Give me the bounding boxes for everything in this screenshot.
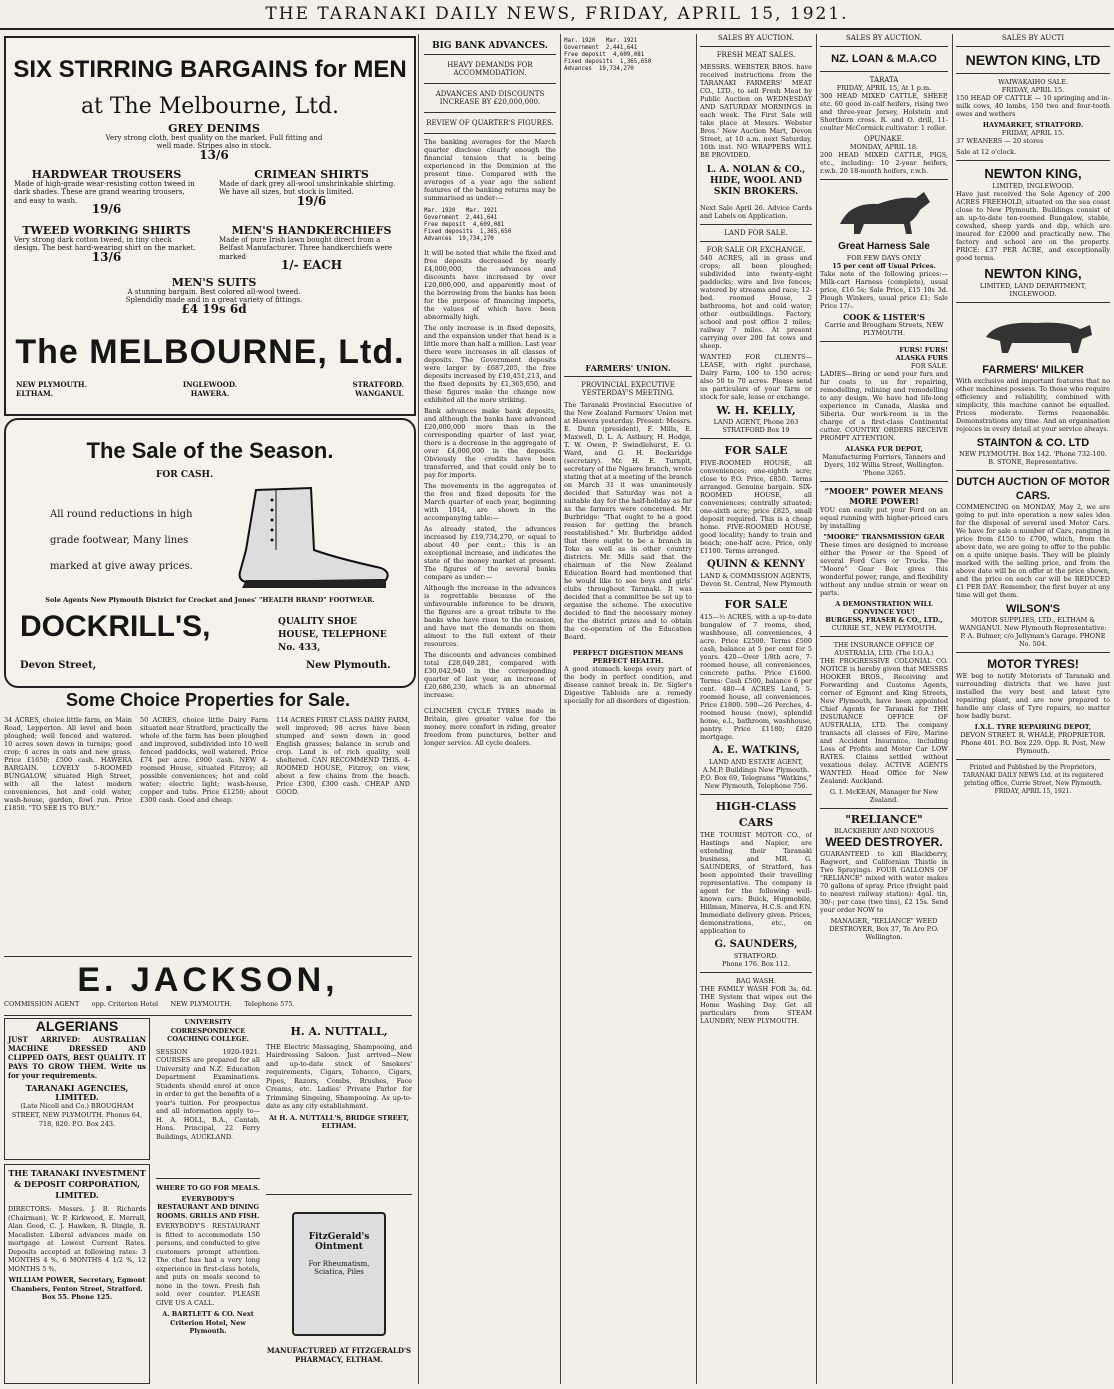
kelly-addr: LAND AGENT, Phone 263 STRATFORD Box 19 — [713, 418, 799, 434]
bank-sub: HEAVY DEMANDS FOR ACCOMMODATION. — [447, 61, 533, 77]
land-wanted: WANTED FOR CLIENTS— LEASE, with right purchase, Dairy Farm, 100 to 150 acres; also 50 to 70 acres. Please send us particulars of your farm or stock for sale, lease or exchange. — [700, 353, 812, 401]
newton-date: FRIDAY, APRIL 15. — [1001, 129, 1065, 137]
mooer-title: "MOOER" POWER MEANS MORE POWER! — [824, 486, 944, 506]
property-col — [4, 716, 132, 954]
newton-date: FRIDAY, APRIL 15. — [1001, 86, 1065, 94]
tyres-title: MOTOR TYRES! — [987, 657, 1079, 671]
ointment-mfr: MANUFACTURED AT FITZGERALD'S PHARMACY, ELTHAM. — [266, 1346, 412, 1364]
univ-title: UNIVERSITY CORRESPONDENCE COACHING COLLEGE. — [167, 1018, 249, 1043]
kelly-name: W. H. KELLY, — [716, 404, 796, 417]
ointment-name: FitzGerald's Ointment — [308, 1232, 370, 1252]
hcc-name: G. SAUNDERS, — [714, 939, 798, 950]
item-text: Made of dark grey all-wool unshrinkable shirting. We have all sizes, but stock is limited. — [219, 179, 396, 196]
loan-lot: 200 HEAD MIXED CATTLE, PIGS, etc., including: 10 2-year heifers, r.w.b. 20 18-month heifers, r.w.b. — [820, 151, 948, 175]
newton-name: NEWTON KING, — [984, 166, 1082, 181]
furs-heading — [820, 346, 948, 370]
loan-column — [820, 34, 948, 1384]
branch: STRATFORD. WANGANUI. — [352, 380, 404, 398]
dutch-addr: MOTOR SUPPLIES, LTD., ELTHAM & WANGANUI. New Plymouth Representative: P. A. Bulmer, c/o Jellyman's Garage. PHONE No. 504. — [959, 616, 1107, 648]
milker-name: STAINTON & CO. LTD — [976, 437, 1090, 449]
nuttall-title: H. A. NUTTALL, — [290, 1025, 388, 1038]
quinn-line: LAND & COMMISSION AGENTS, Devon St. Central, New Plymouth — [700, 572, 812, 588]
hcc-title: HIGH-CLASS CARS — [715, 800, 797, 829]
reliance-sub: BLACKBERRY AND NOXIOUS — [833, 827, 935, 835]
dutch-title: DUTCH AUCTION OF MOTOR CARS. — [956, 476, 1110, 502]
bank-para: As already stated, the advances increased by £19,734,270, or equal to about 40 per cent.; this is an exceptional increase, and indicates the state of the money market at present. The figures of the several banks compare as under:— — [424, 525, 556, 581]
bank-para: Bank advances make bank deposits, and although the banks have advanced £20,000,000 more than in the corresponding quarter of last year, there is a decrease in the aggregate of over £4,000,000 in the deposits. Obviously the credits have been transferred, and that could only be to pay for imports. — [424, 407, 556, 479]
property-text: 50 ACRES, choice little Dairy Farm situated near Stratford, practically the whole of the farm has been ploughed and improved, subdivided into 10 well fenced paddocks, well watered. Price £74 per acre. £900 cash. NEW 4-roomed House, situated Fitzroy; all possible conveniences; hot and cold water; electric light; wash-house, copper and tubs. Price £1250; about £300 cash. Good and cheap. — [140, 716, 268, 804]
item-text: Very strong cloth, best quality on the market. Full fitting and well made. Stripes also in stock. — [105, 133, 323, 150]
algerians-text: JUST ARRIVED: AUSTRALIAN MACHINE DRESSED AND CLIPPED OATS, BEST QUALITY. IT PAYS TO GROW THEM. Write us for your requirements. — [8, 1035, 146, 1080]
masthead: THE TARANAKI DAILY NEWS, FRIDAY, APRIL 15, 1921. — [0, 0, 1114, 30]
bank-table: Mar. 1920 Mar. 1921 Government 2,441,641 Free deposit 4,609,081 Fixed deposits 1,365,650 Advances 19,734,270 — [564, 38, 652, 72]
newton-text: Have just received the Sole Agency of 200 ACRES FREEHOLD, situated on the sea coast close to New Plymouth. Buildings consist of an up-to-date ten-roomed Bungalow, stable, cowshed, sheep yards and dip, which are insured for £2000 and practically new. The factory and school are on the property. PRICE: £37 PER ACRE, and exceptionally good terms. — [956, 190, 1110, 262]
nolan-text: Next Sale April 26. Advice Cards and Labels on Application. — [700, 204, 812, 220]
item-text: Very strong dark cotton tweed, in tiny check design. The best hard-wearing shirt on the market. — [14, 235, 196, 252]
dockrill-name: DOCKRILL'S, — [20, 610, 211, 643]
melbourne-sub: at The Melbourne, Ltd. — [80, 94, 340, 119]
column-rule — [952, 34, 953, 1384]
reliance-name: WEED DESTROYER. — [825, 835, 943, 849]
dockrill-text: All round reductions in high grade footwear, Many lines marked at give away prices. — [50, 509, 193, 572]
hcc-phone: Phone 176. Box 112. — [721, 960, 790, 968]
property-col — [276, 716, 410, 954]
item-text: A stunning bargain. Best colored all-wool tweed. Splendidly made and in a great variety of fittings. — [125, 287, 303, 304]
dockrill-cash: FOR CASH. — [156, 470, 214, 480]
dockrill-town: New Plymouth. — [306, 660, 391, 671]
ointment-for: For Rheumatism, Sciatica, Piles — [308, 1260, 370, 1276]
newton-lot: 37 WEANERS — 20 stores — [956, 137, 1044, 145]
forsale-text: FIVE-ROOMED HOUSE, all conveniences; one-eighth acre; close to P.O. Price, £850. Terms arranged. Genuine bargain. SIX-ROOMED HOUSE, all conveniences; centrally situated; one-sixth acre; price £825, small deposit required. This is a cheap home. FIVE-ROOMED HOUSE, good locality; handy to train and beach; one-half acre. Price, only £1100. Terms arranged. — [700, 459, 812, 555]
bank-para: The banking averages for the March quarter disclose clearly enough the financial tension that is being experienced in the Dominion at the present time. Compared with the averages of a year ago the salient features of the banking returns may be summarised as under:— — [424, 138, 556, 202]
algerians-ad — [4, 1018, 150, 1160]
properties-title: Some Choice Properties for Sale. — [65, 690, 351, 710]
furs-addr: Manufacturing Furriers, Tanners and Dyers, 102 Willis Street, Wellington. 'Phone 3265. — [822, 453, 946, 477]
furs-a: FURS! FURS! — [899, 346, 948, 354]
bank-sub: ADVANCES AND DISCOUNTS INCREASE BY £20,000,000. — [435, 90, 545, 106]
univ-ad — [156, 1018, 260, 1179]
property-col — [140, 716, 268, 954]
nuttall-text: THE Electric Massaging, Shampooing, and Hairdressing Saloon. Just arrived—New and up-to-date stock of Smokers' requirements, Cigars, Tobacco, Cigars, Pipes, Razors, Combs, Brushes, Face Creams, etc. Ladies' Private Parlor for Trimming Singeing, Shampooing. As up-to-date as any city establishment. — [266, 1042, 412, 1110]
imprint: Printed and Published by the Proprietors, TARANAKI DAILY NEWS Ltd. at its registered printing office, Currie Street, New Plymouth. FRIDAY, APRIL 15, 1921. — [962, 764, 1104, 795]
item-price: £4 19s 6d — [181, 301, 247, 316]
bank-para: It will be noted that while the fixed and free deposits decreased by nearly £4,000,000, the advances and discounts have increased by over £20,000,000, and apparently most of the borrowing from the banks has been for the purpose of financing imports, the values of which have been abnormally high. — [424, 249, 556, 321]
investment-title: THE TARANAKI INVESTMENT & DEPOSIT CORPORATION, LIMITED. — [8, 1168, 146, 1200]
bagwash-title: BAG WASH. — [736, 977, 776, 985]
restaurant-sign: A. BARTLETT & CO. Next Criterion Hotel, New Plymouth. — [162, 1310, 254, 1335]
milker-addr: NEW PLYMOUTH. Box 142. 'Phone 732-100. — [959, 450, 1107, 458]
clincher-ad: CLINCHER CYCLE TYRES made in Britain, give greater value for the money, more comfort in riding, greater freedom from punctures, better and longer service. All cycle dealers. — [424, 707, 556, 747]
bank-para: The movements in the aggregates of the free and fixed deposits for the March quarter of each year, beginning with 1914, are shown in the accompanying table:— — [424, 482, 556, 522]
loan-date: MONDAY, APRIL 18. — [849, 143, 919, 151]
sales-title: SALES BY AUCTION. — [718, 34, 794, 42]
auction-column — [700, 34, 812, 1384]
investment-text: DIRECTORS: Messrs. J. B. Richards (Chairman), W. P. Kirkwood, E. Merrall, Alan Good, C. J. Hawken, R. Dingle, R. Macalister. Liberal advances made on mortgage at Lowest Current Rates. Deposits accepted at following rates: 3 MONTHS 4 %, 6 MONTHS 4 1/2 %, 12 MONTHS 5 %. — [8, 1205, 146, 1273]
nuttall-ad — [266, 1018, 412, 1195]
bank-figures — [564, 34, 692, 334]
item-title: GREY DENIMS — [168, 122, 260, 135]
bank-para: The only increase is in fixed deposits, and the expansion under that head is a little more than half a million. Last year there were increases in all classes of deposits. The Government deposits were larger by £687,205, the free deposits increased by £10,451,213, and the fixed deposits by £1,365,650, and these figures make the change now exhibited all the more striking. — [424, 324, 556, 404]
loan-date: FRIDAY, APRIL 15, At 1 p.m. — [836, 84, 932, 92]
farmers-text: The Taranaki Provincial Executive of the New Zealand Farmers' Union met at Hawera yesterday. Present: Messrs. E. Dunn (president), F. Mills, E. Maxwell, D. L. A. Astbury, H. Hodge, T. W. Owen, P. Swindlehurst, E. O. Ward, and G. H. Bocksridge (secretary). Mr. H. E. Turnpit, secretary of the Ngaere branch, wrote stating that at a meeting of the branch on March 31 it was unanimously decided that Saturday was not a suitable day for the half-holiday as far as the farmers were concerned. Mr. Burbridge: "That ought to be a good reason for getting the branch reestablished." Mr. Burbridge added that there ought to be a branch in Toko as well as in other country districts. Mr. Mills said that the chairman of the New Zealand Education Board had mentioned that he would like to see boys and girls' clubs throughout Taranaki. It was decided that a committee be set up to organise the scheme. The executive decided to find the necessary money for the district prizes and to obtain the co-operation of the Education Board. — [564, 401, 692, 641]
digestion-text: A good stomach keeps every part of the body in perfect condition, and disease cannot break in. Dr. Sigler's Digestive Tabloids are a remedy specially for all disorders of digestion. — [564, 665, 692, 705]
newton-name: NEWTON KING, LTD — [965, 52, 1101, 68]
item-title: TWEED WORKING SHIRTS — [22, 224, 191, 237]
harness-name: COOK & LISTER'S — [842, 312, 926, 322]
hcc-text: THE TOURIST MOTOR CO., of Hastings and Napier, are extending their Taranaki business, and MR. G. SAUNDERS, of Stratford, has been appointed their travelling representative. The company is agent for the following well-known cars: Buick, Hupmobile, Hillman, Minerva, H.C.S. and F.N. Immediate delivery given. Prices, demonstrations, etc., on application to — [700, 831, 812, 935]
insurance-text: THE PROGRESSIVE COLONIAL CO. NOTICE is hereby given that MESSRS HOOKER BROS., Receiving and Forwarding and Customs Agents, corner of Egmont and King Streets, New Plymouth, have been appointed Chief Agents for Taranaki for THE INSURANCE OFFICE OF AUSTRALIA, LTD. The company transacts all classes of Fire, Marine and Accident Insurance, including Loss of Profits and Motor Car LOW RATES. Claims settled without vexatious delay. ACTIVE AGENTS WANTED. Head Office for New Zealand: Auckland. — [820, 657, 948, 785]
harness-sub: FOR FEW DAYS ONLY — [846, 254, 922, 262]
dockrill-agents: Sole Agents New Plymouth District for Crocket and Jones' "HEALTH BRAND" FOOTWEAR. — [45, 596, 375, 604]
column-rule — [816, 34, 817, 1384]
newton-lot: 150 HEAD OF CATTLE — 10 springing and in-milk cows, 40 lambs, 150 two and four-tooth ewes and wethers — [956, 94, 1110, 118]
land-title: LAND FOR SALE. — [724, 229, 788, 237]
bagwash-text: THE FAMILY WASH FOR 3s. 6d. THE System that wipes out the Home Washing Day. Get all particulars from STEAM LAUNDRY, NEW PLYMOUTH. — [700, 985, 812, 1025]
land-text: 540 ACRES, all in grass and crops; all been ploughed; subdivided into twenty-eight paddocks; wire and live fences; watered by streams and race; 12-bed. roomed House, 2 bathrooms, hot and cold water; other outbuildings. Factory, school and post office 2 miles; railway 7 miles. At present carrying over 200 fat cows and sheep. — [700, 254, 812, 350]
loan-place: TARATA — [869, 76, 899, 84]
item-price: 13/6 — [199, 147, 229, 162]
newton-lot: Sale at 12 o'clock. — [956, 148, 1017, 156]
newton-name: NEWTON KING, — [984, 266, 1082, 281]
melbourne-headline: SIX STIRRING BARGAINS for MEN — [13, 56, 407, 83]
mooer-addr: CURRIE ST., NEW PLYMOUTH. — [831, 624, 937, 632]
newton-place: WAIWAKAIHO SALE. — [998, 78, 1068, 86]
digestion-title: PERFECT DIGESTION MEANS PERFECT HEALTH. — [572, 649, 684, 665]
restaurant-sub: EVERYBODY'S RESTAURANT AND DINING ROOMS. GRILLS AND FISH. — [156, 1194, 260, 1220]
milker-title: FARMERS' MILKER — [982, 364, 1084, 376]
property-text: 114 ACRES FIRST CLASS DAIRY FARM, well improved; 98 acres have been stumped and sown down in good English grasses; balance in scrub and crop. Land is of rich quality, well sheltered. CAN RECOMMEND THIS. 4-ROOMED HOUSE, Fitzroy, on view, about a few chains from the beach. Price £300, £300 cash. CHEAP AND GOOD. — [276, 716, 410, 796]
item-price: 13/6 — [91, 249, 122, 264]
mooer-text2: These times are designed to increase either the Power or the Speed of several Ford Cars or Trucks. The "Moore" Gear Box gives this wonderful power, range, and flexibility without any undue strain or wear on parts. — [820, 541, 948, 597]
dockrill-ad — [4, 418, 416, 688]
bank-table: Mar. 1920 Mar. 1921 Government 2,441,641 Free deposit 4,609,081 Fixed deposits 1,365,650 Advances 19,734,270 — [424, 208, 512, 242]
insurance-sign: G. I. McKEAN, Manager for New Zealand. — [829, 788, 939, 804]
melbourne-logo: The MELBOURNE, Ltd. — [15, 333, 405, 371]
harness-addr: Carrie and Brougham Streets, NEW PLYMOUTH. — [824, 321, 944, 337]
jackson-name: E. JACKSON, — [77, 961, 339, 999]
furs-text: LADIES—Bring or send your furs and fur coats to us for repairing, remodelling, relining and remodelling to any design. We have had life-long experience in Canada, Alaska and Siberia. Our work-room is in the charge of a first-class Continental cutter. COUNTRY ORDERS RECEIVE PROMPT ATTENTION. — [820, 370, 948, 442]
column-rule — [696, 34, 697, 1384]
watkins-name: A. E. WATKINS, — [712, 745, 800, 756]
column-rule — [418, 34, 419, 1384]
investment-ad — [4, 1164, 150, 1384]
farmers-sub: PROVINCIAL EXECUTIVE — [581, 381, 675, 389]
property-text: 34 ACRES, choice little farm, on Main Road, Lepperton. All level and been ploughed; well fenced and watered. 10 acres sown down in turnips; good crop; 6 acres in oats and new grass. Price £1650; £500 cash. HAWERA BARGAIN. LOVELY 5-ROOMED BUNGALOW, situated High Street, with all the latest modern conveniences, hot and cold water, wash-house, garden, fowl run. Price £1850. "TO SEE IS TO BUY." — [4, 716, 132, 812]
mooer-demo: A DEMONSTRATION WILL CONVINCE YOU! — [835, 600, 933, 616]
watkins-line: LAND AND ESTATE AGENT, A.M.P. Buildings New Plymouth. P.O. Box 69, Telegrams "Watkins," New Plymouth, Telephone 756. — [700, 758, 812, 790]
item-title: MEN'S SUITS — [171, 276, 257, 289]
nolan-name: L. A. NOLAN & CO., HIDE, WOOL AND SKIN BROKERS. — [706, 165, 806, 197]
sales-title: SALES BY AUCTI — [1001, 34, 1065, 42]
loan-place: OPUNAKE. — [864, 135, 904, 143]
newton-ltd: LIMITED, LAND DEPARTMENT, INGLEWOOD. — [979, 282, 1087, 298]
bank-title: BIG BANK ADVANCES. — [432, 41, 548, 51]
item-text: Made of pure Irish lawn bought direct from a Belfast Manufacturer. Three handkerchiefs were marked — [219, 235, 393, 261]
ointment-tin — [292, 1212, 386, 1336]
item-title: HARDWEAR TROUSERS — [31, 168, 182, 181]
harness-disc: 15 per cent off Usual Prices. — [832, 262, 936, 270]
farmers-sub: YESTERDAY'S MEETING. — [581, 389, 675, 397]
forsale-text: 415—½ ACRES, with a up-to-date bungalow of 7 rooms, shed, washhouse, all conveniences, 4 acre. Price £2500. Terms £500 cash, balance at 5 per cent for 5 years. 420—Over 1/8th acre, 7-roomed house, all conveniences, concrete paths. Price £1600. Terms: Cash £500, balance 6 per cent. 480—4 ACRES Land, 5-roomed house, all conveniences. Price £1800. 590—26 Perches, 4-roomed house (new), splendid home, e.l., bathroom, washhouse, pantry. Price £1180; £820 mortgage. — [700, 613, 812, 741]
quinn-name: QUINN & KENNY — [706, 559, 806, 570]
reliance-mgr: MANAGER, "RELIANCE" WEED DESTROYER, Box 37, Te Aro P.O. Wellington. — [829, 917, 939, 941]
jackson-line: COMMISSION AGENT opp. Criterion Hotel NEW PLYMOUTH. Telephone 575. — [4, 1000, 295, 1008]
restaurant-text: EVERYBODY'S RESTAURANT is fitted to accommodate 150 persons, and conducted to give customers prompt attention. The chef has had a very long experience in first-class hotels, and puts on meals second to none in the town. Fresh fish sold over counter. PLEASE GIVE US A CALL. — [156, 1222, 260, 1307]
jackson-ad — [4, 956, 412, 1016]
agency-name: TARANAKI AGENCIES, LIMITED. — [25, 1083, 129, 1102]
land-sub: FOR SALE OR EXCHANGE. — [706, 246, 806, 254]
agency-addr: (Late Nicoll and Co.) BROUGHAM STREET, NEW PLYMOUTH. Phones 64, 718, 820. P.O. Box 243. — [11, 1102, 143, 1128]
melbourne-items — [14, 122, 406, 325]
dockrill-street: Devon Street, — [20, 660, 97, 671]
algerians-title: ALGERIANS — [35, 1018, 119, 1034]
item-title: CRIMEAN SHIRTS — [254, 168, 369, 181]
item-price: 19/6 — [296, 193, 327, 208]
forsale-title: FOR SALE — [724, 598, 788, 611]
dockrill-shop: QUALITY SHOE HOUSE, TELEPHONE No. 433, — [278, 617, 387, 653]
wade-text: MESSRS. WEBSTER BROS. have received instructions from the TARANAKI FARMERS' MEAT CO., LTD., to sell Fresh Meat by Public Auction on WEDNESDAY AND SATURDAY MORNINGS in each week. The First Sale will take place at Messrs. Webster Bros.' New Auction Mart, Devon Street, at 10 a.m. next Saturday, 16th inst. NO WRAPPERS WILL BE PROVIDED. — [700, 63, 812, 159]
furs-name: ALASKA FUR DEPOT, — [845, 445, 923, 453]
dutch-name: WILSON'S — [1006, 603, 1060, 615]
milker-rep: B. STONE, Representative. — [988, 458, 1078, 466]
univ-text: SESSION 1920-1921. COURSES are prepared for all University and N.Z. Education Department Examinations. Students should enrol at once in order to get the benefits of a year's tuition. For prospectus and all information apply to— H. A. HOLL, B.A., Cantab, Hons. Principal, 22 Ferry Buildings, AUCKLAND. — [156, 1047, 260, 1141]
item-text: Made of high-grade wear-resisting cotton tweed in dark shades. These are grand wearing trousers, and easy to wash. — [14, 179, 195, 205]
mooer-sub: "MOORE" TRANSMISSION GEAR — [823, 533, 945, 541]
sales-title: SALES BY AUCTION. — [846, 34, 922, 42]
restaurant-title: WHERE TO GO FOR MEALS. — [156, 1184, 260, 1192]
newton-ltd: LIMITED, INGLEWOOD. — [992, 182, 1074, 190]
tyres-addr: DEVON STREET. R. WHALE, PROPRIETOR. Phone 401. P.O. Box 229. Opp. R. Post, New Plymouth. — [960, 731, 1106, 755]
harness-title: Great Harness Sale — [838, 241, 930, 252]
boot-illustration — [216, 480, 396, 600]
dockrill-title: The Sale of the Season. — [86, 438, 334, 463]
cow-illustration — [956, 307, 1110, 361]
dutch-text: COMMENCING on MONDAY, May 2, we are going to put into operation a new sales idea for the disposal of several used Motor Cars. We have for sale a number of Cars, ranging in price from £150 to £700, which, from the above date, we are going to offer to the public on a quite unique basis. They will be plainly marked with the selling price, and from the above date will be on offer at the price shown, and the price on each car will be REDUCED £1 PER DAY. Remember, the first buyer at any time will get them. — [956, 503, 1110, 599]
insurance-title: THE INSURANCE OFFICE OF AUSTRALIA, LTD. (The I.O.A.) — [833, 641, 935, 657]
branch: INGLEWOOD. HAWERA. — [182, 380, 238, 398]
harness-text: Take note of the following prices:— Milk-cart Harness (complete), usual price, £16 5s; Sale Price, £15 10s 3d. Plough Winkers, usual price £1; Sale Price 17/-. — [820, 270, 948, 310]
newton-place: HAYMARKET, STRATFORD. — [982, 121, 1084, 129]
tyres-text: WE beg to notify Motorists of Taranaki and surrounding districts that we have just installed the very best and latest tyre repairing plant, and are now prepared to handle any class of Tyre repairs, no matter how badly burst. — [956, 672, 1110, 720]
item-price: 1/- EACH — [280, 258, 343, 272]
nuttall-addr: At H. A. NUTTALL'S, BRIDGE STREET, ELTHAM. — [269, 1113, 409, 1130]
melbourne-ad — [4, 36, 416, 416]
furs-b: ALASKA FURS — [895, 354, 948, 362]
mooer-text: YOU can easily put your Ford on an equal running with higher-priced cars by installing — [820, 506, 948, 530]
bank-para: The discounts and advances combined total £28,049,281, compared with £30,042,940 in the corresponding quarter of last year, an increase of £20,686,230, which is an abnormal increase. — [424, 651, 556, 699]
furs-c: FOR SALE. — [910, 362, 948, 370]
bank-column — [424, 34, 556, 1384]
item-price: 19/6 — [91, 202, 122, 216]
reliance-title: "RELIANCE" — [845, 813, 923, 826]
fresh-title: FRESH MEAT SALES. — [716, 51, 796, 59]
investment-sec: WILLIAM POWER, Secretary, Egmont Chambers, Fenton Street, Stratford. Box 55. Phone 125. — [8, 1276, 146, 1301]
item-title: MEN'S HANDKERCHIEFS — [231, 224, 392, 237]
newton-column — [956, 34, 1110, 1384]
bank-sub: REVIEW OF QUARTER'S FIGURES. — [426, 119, 554, 127]
forsale-title: FOR SALE — [724, 444, 788, 457]
branch: NEW PLYMOUTH. ELTHAM. — [16, 380, 87, 398]
loan-lot: 300 HEAD MIXED CATTLE, SHEEP, etc. 60 good in-calf heifers, rising two and three-year Jersey, Holstein and Shorthorn cross. R. and O. drill, 11-coulter McCormick cultivator. 1 roller. — [820, 92, 948, 132]
tyres-name: I.X.L. TYRE REPAIRING DEPOT, — [974, 723, 1092, 731]
restaurant-ad — [156, 1184, 260, 1384]
reliance-text: GUARANTEED to kill Blackberry, Ragwort, and Californian Thistle in Two Sprayings. FOUR GALLONS OF "RELIANCE" mixed with water makes 70 gallons of spray. Price (freight paid to nearest railway station): 4gal. tin, 30/-; per case (two tins), £2 15s. Send your order NOW to — [820, 850, 948, 914]
ointment-ad — [266, 1200, 412, 1384]
farmers-title: FARMERS' UNION. — [585, 363, 671, 373]
horse-illustration — [820, 184, 948, 238]
bank-para: Although the increase in the advances is regrettable because of the unfavourable inference to be drawn, the figures are a great tribute to the banks who have risen to the occasion, and have met the demands on them almost to the full extent of their resources. — [424, 584, 556, 648]
hcc-town: STRATFORD. — [733, 952, 779, 960]
milker-text: With exclusive and important features that no other machines possess. To those who require efficiency and reliability, combined with simplicity, this machine cannot be equalled. Prices moderate. Terms reasonable. Demonstrations any time. And an organisation rejoices in every detail at your service always. — [956, 377, 1110, 433]
loan-name: NZ. LOAN & M.A.CO — [831, 53, 937, 65]
column-rule — [560, 34, 561, 1384]
mooer-name: BURGESS, FRASER & CO., LTD., — [825, 616, 943, 624]
